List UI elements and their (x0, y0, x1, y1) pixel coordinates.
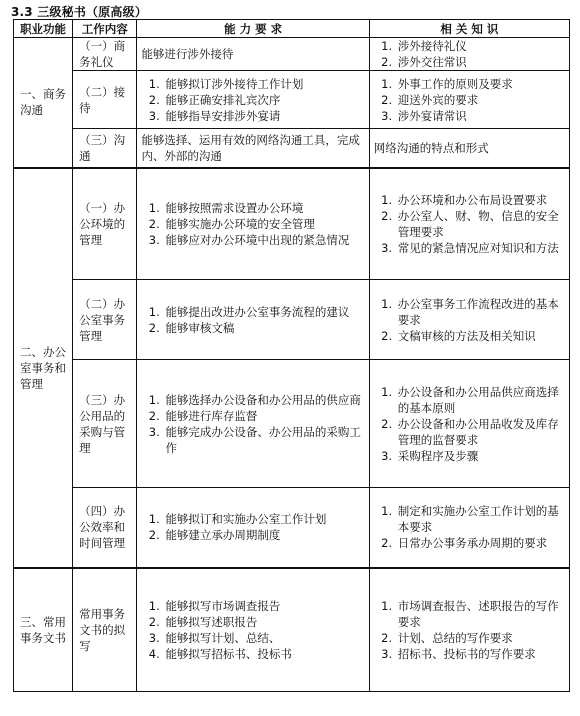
knowledge-list (374, 38, 566, 70)
ability-cell (137, 38, 369, 71)
knowledge-cell (369, 38, 569, 71)
header-row (14, 20, 570, 38)
ability-item: 2. 能够正确安排礼宾次序 (163, 92, 365, 108)
ability-item: 3. 能够完成办公设备、办公用品的采购工作 (163, 424, 365, 456)
knowledge-cell (369, 568, 569, 692)
header-content: 工作内容 (73, 20, 137, 38)
ability-list (141, 304, 365, 336)
table-row (14, 568, 570, 692)
knowledge-list (374, 192, 566, 256)
ability-list (141, 511, 365, 543)
table-row (14, 38, 570, 71)
knowledge-item: 3. 涉外宴请常识 (396, 108, 566, 124)
work-content-cell: 常用事务文书的拟写 (73, 568, 137, 692)
ability-item: 3. 能够指导安排涉外宴请 (163, 108, 365, 124)
function-cell: 三、常用事务文书 (14, 568, 73, 692)
knowledge-list (374, 503, 566, 551)
knowledge-item: 1. 外事工作的原则及要求 (396, 76, 566, 92)
ability-item: 2. 能够建立承办周期制度 (163, 527, 365, 543)
knowledge-item: 1. 涉外接待礼仪 (396, 38, 566, 54)
knowledge-cell (369, 71, 569, 129)
knowledge-item: 3. 常见的紧急情况应对知识和方法 (396, 240, 566, 256)
ability-item: 1. 能够拟订和实施办公室工作计划 (163, 511, 365, 527)
ability-list (141, 76, 365, 124)
ability-cell (137, 71, 369, 129)
ability-cell (137, 360, 369, 488)
ability-item: 1. 能够拟订涉外接待工作计划 (163, 76, 365, 92)
knowledge-list (374, 598, 566, 662)
ability-list (141, 392, 365, 456)
knowledge-item: 1. 办公设备和办公用品供应商选择的基本原则 (396, 384, 566, 416)
ability-list (141, 200, 365, 248)
knowledge-list (374, 76, 566, 124)
ability-item: 2. 能够拟写述职报告 (163, 614, 365, 630)
header-knowledge: 相 关 知 识 (369, 20, 569, 38)
knowledge-item: 3. 采购程序及步骤 (396, 448, 566, 464)
ability-item: 1. 能够按照需求设置办公环境 (163, 200, 365, 216)
work-content-cell: （一）办公环境的管理 (73, 168, 137, 280)
knowledge-item: 2. 文稿审核的方法及相关知识 (396, 328, 566, 344)
knowledge-cell (369, 280, 569, 360)
section-heading: 3.3 三级秘书（原高级） (11, 5, 148, 19)
ability-item: 1. 能够提出改进办公室事务流程的建议 (163, 304, 365, 320)
ability-item: 1. 能够选择办公设备和办公用品的供应商 (163, 392, 365, 408)
knowledge-list (374, 296, 566, 344)
ability-item: 2. 能够审核文稿 (163, 320, 365, 336)
knowledge-item: 1. 制定和实施办公室工作计划的基本要求 (396, 503, 566, 535)
knowledge-cell (369, 168, 569, 280)
knowledge-item: 1. 办公室事务工作流程改进的基本要求 (396, 296, 566, 328)
knowledge-item: 2. 迎送外宾的要求 (396, 92, 566, 108)
header-function: 职业功能 (14, 20, 73, 38)
ability-item: 4. 能够拟写招标书、投标书 (163, 646, 365, 662)
work-content-cell: （四）办公效率和时间管理 (73, 488, 137, 568)
ability-list (141, 598, 365, 662)
knowledge-item: 3. 招标书、投标书的写作要求 (396, 646, 566, 662)
ability-cell (137, 488, 369, 568)
knowledge-cell (369, 129, 569, 168)
table-row (14, 488, 570, 568)
competency-table (13, 19, 570, 692)
ability-cell (137, 280, 369, 360)
knowledge-item: 2. 涉外交往常识 (396, 54, 566, 70)
table-row (14, 360, 570, 488)
function-cell: 一、商务沟通 (14, 38, 73, 168)
table-row (14, 280, 570, 360)
ability-item: 2. 能够进行库存监督 (163, 408, 365, 424)
knowledge-item: 2. 日常办公事务承办周期的要求 (396, 535, 566, 551)
ability-text: 能够选择、运用有效的网络沟通工具，完成内、外部的沟通 (141, 132, 360, 163)
table-row (14, 168, 570, 280)
ability-item: 2. 能够实施办公环境的安全管理 (163, 216, 365, 232)
header-ability: 能 力 要 求 (137, 20, 369, 38)
ability-item: 3. 能够拟写计划、总结、 (163, 630, 365, 646)
knowledge-item: 2. 计划、总结的写作要求 (396, 630, 566, 646)
knowledge-cell (369, 488, 569, 568)
function-cell: 二、办公室事务和管理 (14, 168, 73, 568)
ability-cell (137, 568, 369, 692)
work-content-cell: （二）办公室事务管理 (73, 280, 137, 360)
ability-item: 3. 能够应对办公环境中出现的紧急情况 (163, 232, 365, 248)
knowledge-item: 2. 办公室人、财、物、信息的安全管理要求 (396, 208, 566, 240)
knowledge-cell (369, 360, 569, 488)
knowledge-list (374, 384, 566, 464)
ability-text: 能够进行涉外接待 (141, 47, 234, 61)
table-row (14, 129, 570, 168)
knowledge-item: 1. 市场调查报告、述职报告的写作要求 (396, 598, 566, 630)
table-body (14, 38, 570, 692)
knowledge-item: 1. 办公环境和办公布局设置要求 (396, 192, 566, 208)
work-content-cell: （一）商务礼仪 (73, 38, 137, 71)
work-content-cell: （三）沟通 (73, 129, 137, 168)
work-content-cell: （三）办公用品的采购与管理 (73, 360, 137, 488)
work-content-cell: （二）接待 (73, 71, 137, 129)
ability-cell (137, 168, 369, 280)
knowledge-text: 网络沟通的特点和形式 (373, 140, 489, 155)
table-row (14, 71, 570, 129)
ability-cell (137, 129, 369, 168)
ability-item: 1. 能够拟写市场调查报告 (163, 598, 365, 614)
knowledge-item: 2. 办公设备和办公用品收发及库存管理的监督要求 (396, 416, 566, 448)
